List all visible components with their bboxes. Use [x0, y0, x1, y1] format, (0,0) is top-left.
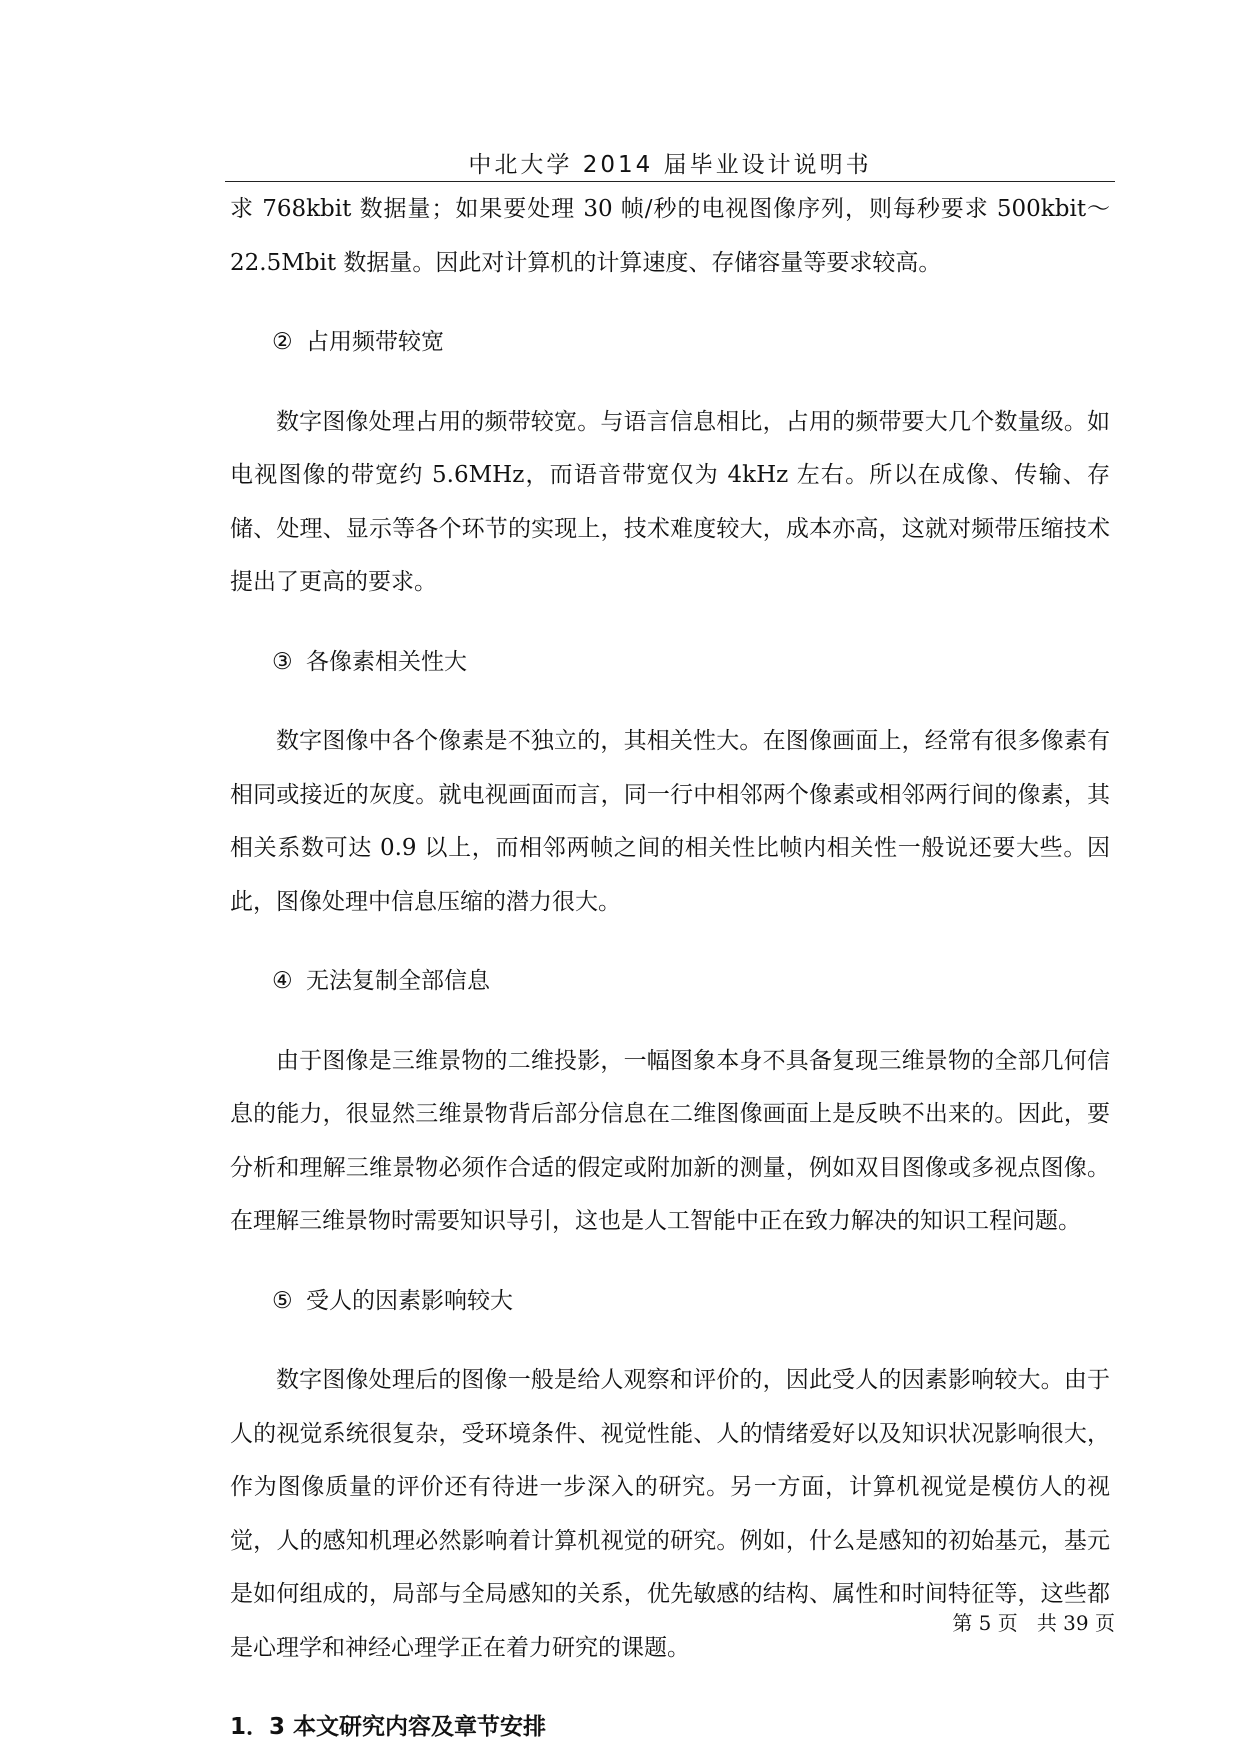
list-item-human-factors	[230, 1275, 1110, 1329]
item-number: ④	[272, 968, 293, 994]
section-heading: 1．3 本文研究内容及章节安排	[230, 1714, 547, 1740]
paragraph-human-factors: 数字图像处理后的图像一般是给人观察和评价的，因此受人的因素影响较大。由于人的视觉系统很复杂，受环境条件、视觉性能、人的情绪爱好以及知识状况影响很大，作为图像质量的评价还有待进一步深入的研究。另一方面，计算机视觉是模仿人的视觉，人的感知机理必然影响着计算机视觉的研究。例如，什么是感知的初始基元，基元是如何组成的，局部与全局感知的关系，优先敏感的结构、属性和时间特征等，这些都是心理学和神经心理学正在着力研究的课题。	[230, 1367, 1110, 1661]
paragraph-correlation: 数字图像中各个像素是不独立的，其相关性大。在图像画面上，经常有很多像素有相同或接近的灰度。就电视画面而言，同一行中相邻两个像素或相邻两行间的像素，其相关系数可达 0.9 以上，而相邻两帧之间的相关性比帧内相关性一般说还要大些。因此，图像处理中信息压缩的潜力很大。	[230, 728, 1110, 915]
paragraph-bandwidth: 数字图像处理占用的频带较宽。与语言信息相比，占用的频带要大几个数量级。如电视图像的带宽约 5.6MHz，而语音带宽仅为 4kHz 左右。所以在成像、传输、存储、处理、显示等各个环节的实现上，技术难度较大，成本亦高，这就对频带压缩技术提出了更高的要求。	[230, 408, 1110, 595]
item-number: ②	[272, 329, 293, 355]
item-number: ③	[272, 648, 293, 675]
list-item-bandwidth	[230, 316, 1110, 370]
header-rule	[225, 181, 1115, 182]
item-title: 无法复制全部信息	[306, 968, 490, 994]
list-item-correlation	[230, 636, 1110, 690]
list-item-information	[230, 955, 1110, 1009]
page-body	[230, 183, 1110, 1754]
item-title: 受人的因素影响较大	[306, 1287, 513, 1314]
paragraph-information: 由于图像是三维景物的二维投影，一幅图象本身不具备复现三维景物的全部几何信息的能力，很显然三维景物背后部分信息在二维图像画面上是反映不出来的。因此，要分析和理解三维景物必须作合适的假定或附加新的测量，例如双目图像或多视点图像。在理解三维景物时需要知识导引，这也是人工智能中正在致力解决的知识工程问题。	[230, 1047, 1110, 1234]
page-number-footer: 第 5 页 共 39 页	[952, 1611, 1115, 1635]
paragraph-continued: 求 768kbit 数据量；如果要处理 30 帧/秒的电视图像序列，则每秒要求 500kbit～22.5Mbit 数据量。因此对计算机的计算速度、存储容量等要求较高。	[230, 196, 1110, 276]
item-title: 各像素相关性大	[306, 648, 467, 675]
page-header-title: 中北大学 2014 届毕业设计说明书	[468, 152, 872, 178]
item-title: 占用频带较宽	[306, 329, 444, 355]
item-number: ⑤	[272, 1287, 293, 1314]
